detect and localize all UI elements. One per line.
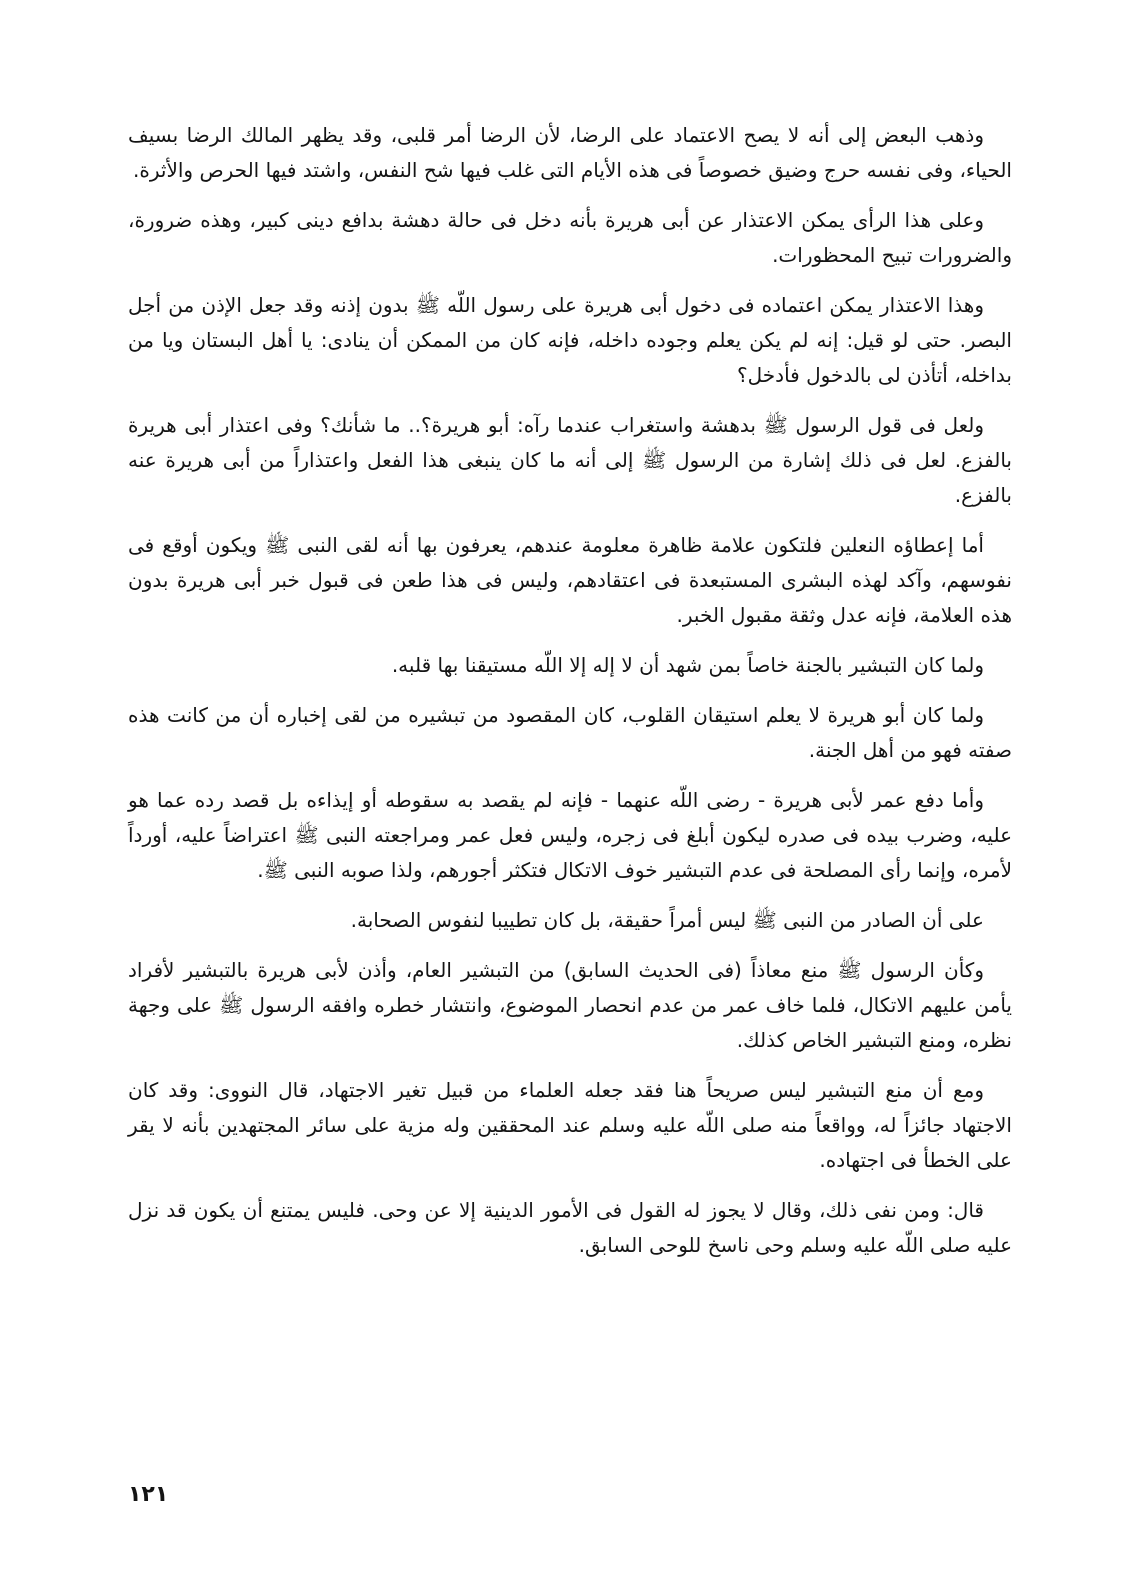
- paragraph-11: ومع أن منع التبشير ليس صريحاً هنا فقد جعله العلماء من قبيل تغير الاجتهاد، قال النووى: وقد كان الاجتهاد جائزاً له، وواقعاً منه صلى اللّه عليه وسلم عند المحققين وله مزية على سائر المجتهدين بأنه لا يقر على الخطأ فى اجتهاده.: [128, 1078, 1012, 1172]
- paragraph-5: أما إعطاؤه النعلين فلتكون علامة ظاهرة معلومة عندهم، يعرفون بها أنه لقى النبى ﷺ ويكون أوقع فى نفوسهم، وآكد لهذه البشرى المستبعدة فى اعتقادهم، وليس فى هذا طعن فى قبول خبر أبى هريرة بدون هذه العلامة، فإنه عدل وثقة مقبول الخبر.: [128, 533, 1012, 627]
- paragraph-2: وعلى هذا الرأى يمكن الاعتذار عن أبى هريرة بأنه دخل فى حالة دهشة بدافع دينى كبير، وهذه ضرورة، والضرورات تبيح المحظورات.: [128, 208, 1012, 267]
- paragraph-12: قال: ومن نفى ذلك، وقال لا يجوز له القول فى الأمور الدينية إلا عن وحى. فليس يمتنع أن يكون قد نزل عليه صلى اللّه عليه وسلم وحى ناسخ للوحى السابق.: [128, 1198, 1012, 1257]
- paragraph-6: ولما كان التبشير بالجنة خاصاً بمن شهد أن لا إله إلا اللّه مستيقنا بها قلبه.: [391, 653, 984, 677]
- paragraph-4: ولعل فى قول الرسول ﷺ بدهشة واستغراب عندما رآه: أبو هريرة؟.. ما شأنك؟ وفى اعتذار أبى هريرة بالفزع. لعل فى ذلك إشارة من الرسول ﷺ إلى أنه ما كان ينبغى هذا الفعل واعتذاراً من أبى هريرة عنه بالفزع.: [128, 413, 1012, 507]
- paragraph-3: وهذا الاعتذار يمكن اعتماده فى دخول أبى هريرة على رسول اللّه ﷺ بدون إذنه وقد جعل الإذن من أجل البصر. حتى لو قيل: إنه لم يكن يعلم وجوده داخله، فإنه كان من الممكن أن ينادى: يا أهل البستان ويا من بداخله، أتأذن لى بالدخول فأدخل؟: [128, 293, 1012, 387]
- paragraph-7: ولما كان أبو هريرة لا يعلم استيقان القلوب، كان المقصود من تبشيره من لقى إخباره أن من كانت هذه صفته فهو من أهل الجنة.: [128, 703, 1012, 762]
- paragraph-8: وأما دفع عمر لأبى هريرة - رضى اللّه عنهما - فإنه لم يقصد به سقوطه أو إيذاءه بل قصد رده عما هو عليه، وضرب بيده فى صدره ليكون أبلغ فى زجره، وليس فعل عمر ومراجعته النبى ﷺ اعتراضاً عليه، أورداً لأمره، وإنما رأى المصلحة فى عدم التبشير خوف الاتكال فتكثر أجورهم، ولذا صوبه النبى ﷺ.: [128, 788, 1012, 882]
- paragraph-10: وكأن الرسول ﷺ منع معاذاً (فى الحديث السابق) من التبشير العام، وأذن لأبى هريرة بالتبشير لأفراد يأمن عليهم الاتكال، فلما خاف عمر من عدم انحصار الموضوع، وانتشار خطره وافقه الرسول ﷺ على وجهة نظره، ومنع التبشير الخاص كذلك.: [128, 958, 1012, 1052]
- body-text: [128, 118, 1012, 1278]
- paragraph-9: على أن الصادر من النبى ﷺ ليس أمراً حقيقة، بل كان تطييبا لنفوس الصحابة.: [350, 908, 984, 932]
- page-number: ١٢١: [128, 1482, 169, 1507]
- paragraph-1: وذهب البعض إلى أنه لا يصح الاعتماد على الرضا، لأن الرضا أمر قلبى، وقد يظهر المالك الرضا بسيف الحياء، وفى نفسه حرج وضيق خصوصاً فى هذه الأيام التى غلب فيها شح النفس، واشتد فيها الحرص والأثرة.: [128, 123, 1012, 182]
